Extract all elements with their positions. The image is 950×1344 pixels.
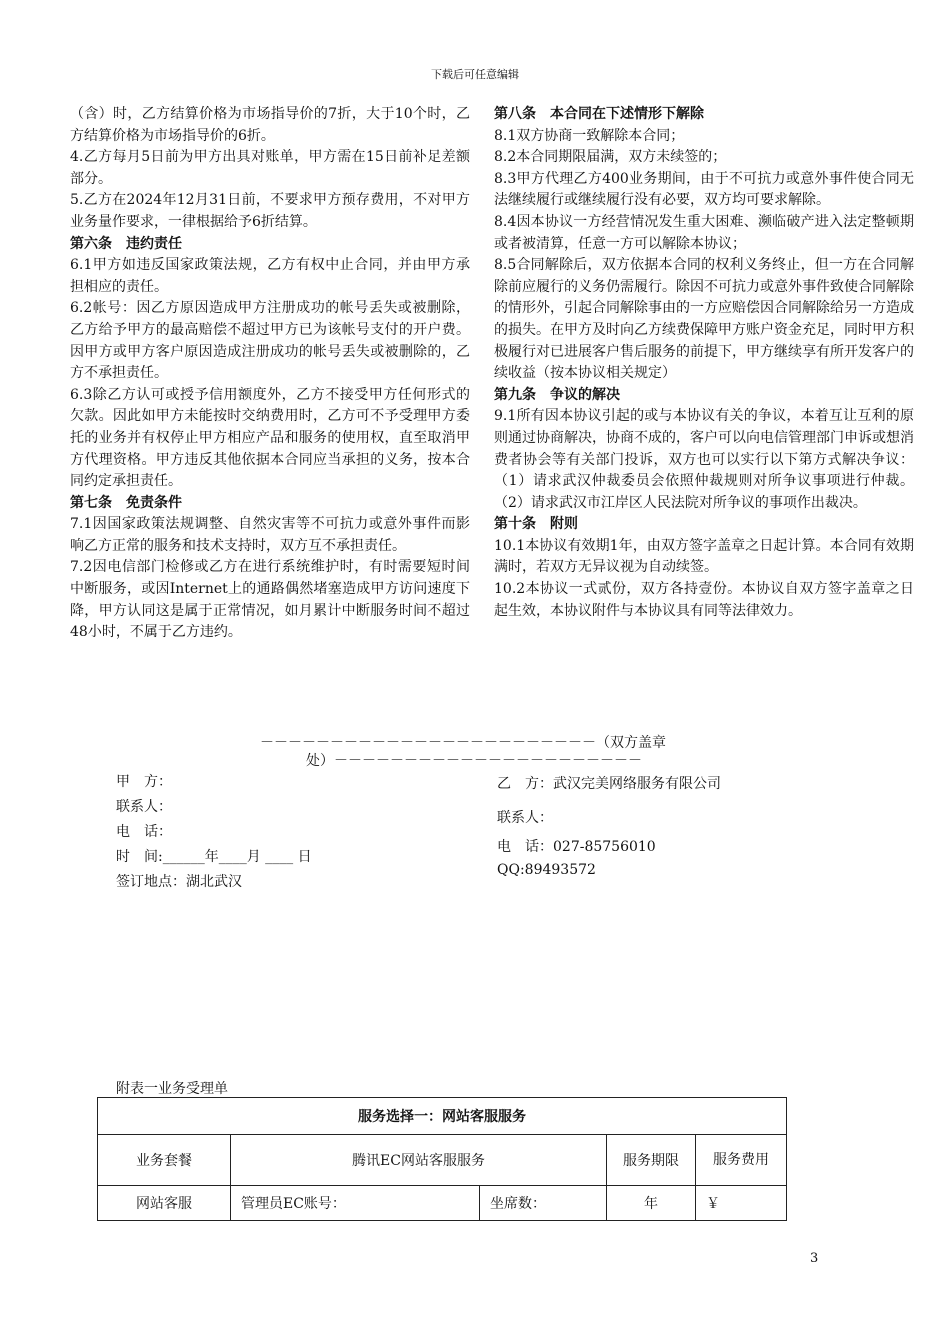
- party-a-contact: 联系人：: [116, 799, 172, 815]
- table-row: [98, 1098, 787, 1135]
- row-year: 年: [607, 1186, 696, 1221]
- party-b-name: 乙 方：武汉完美网络服务有限公司: [497, 776, 721, 792]
- paragraph: 5.乙方在2024年12月31日前，不要求甲方预存费用，不对甲方业务量作要求，一律根据给予6折结算。: [70, 192, 470, 230]
- row-admin-account: 管理员EC账号：: [231, 1186, 480, 1221]
- col-period: 服务期限: [607, 1135, 696, 1186]
- paragraph: 8.1双方协商一致解除本合同；: [494, 127, 685, 144]
- section-heading: 第十条 附则: [494, 516, 578, 533]
- right-column: [494, 104, 914, 622]
- paragraph: （含）时，乙方结算价格为市场指导价的7折，大于10个时，乙方结算价格为市场指导价的6折。: [70, 106, 470, 144]
- paragraph: 9.1所有因本协议引起的或与本协议有关的争议，本着互让互利的原则通过协商解决，协商不成的，客户可以向电信管理部门申诉或想消费者协会等有关部门投诉，双方也可以实行以下第方式解决争议：（1）请求武汉仲裁委员会依照仲裁规则对所争议事项进行仲裁。（2）请求武汉市江岸区人民法院对所争议的事项作出裁决。: [494, 408, 914, 511]
- paragraph: 7.1因国家政策法规调整、自然灾害等不可抗力或意外事件而影响乙方正常的服务和技术支持时，双方互不承担责任。: [70, 516, 470, 554]
- section-heading: 第六条 违约责任: [70, 235, 182, 252]
- row-currency: ￥: [696, 1186, 787, 1221]
- party-a-name: 甲 方：: [116, 774, 172, 790]
- paragraph: 10.1本协议有效期1年，由双方签字盖章之日起计算。本合同有效期满时，若双方无异议视为自动续签。: [494, 537, 914, 576]
- paragraph: 8.4因本协议一方经营情况发生重大困难、濒临破产进入法定整顿期或者被清算，任意一方可以解除本协议；: [494, 213, 914, 252]
- section-heading: 第八条 本合同在下述情形下解除: [494, 106, 704, 122]
- seal-divider-line1: －－－－－－－－－－－－－－－－－－－－－－－－（双方盖章: [260, 735, 666, 751]
- service-table: [97, 1097, 787, 1221]
- paragraph: 6.2帐号：因乙方原因造成甲方注册成功的帐号丢失或被删除，乙方给予甲方的最高赔偿不超过甲方已为该帐号支付的开户费。因甲方或甲方客户原因造成注册成功的帐号丢失或被删除的，乙方不承担责任。: [70, 300, 470, 382]
- party-a-place: 签订地点：湖北武汉: [116, 874, 242, 890]
- page-header: 下载后可任意编辑: [431, 68, 519, 81]
- paragraph: 6.3除乙方认可或授予信用额度外，乙方不接受甲方任何形式的欠款。因此如甲方未能按时交纳费用时，乙方可不予受理甲方委托的业务并有权停止甲方相应产品和服务的使用权，直至取消甲方代理资格。甲方违反其他依据本合同应当承担的义务，按本合同约定承担责任。: [70, 386, 470, 490]
- paragraph: 6.1甲方如违反国家政策法规，乙方有权中止合同，并由甲方承担相应的责任。: [70, 257, 470, 295]
- section-heading: 第七条 免责条件: [70, 494, 182, 511]
- left-column: [70, 104, 470, 644]
- paragraph: 8.2本合同期限届满，双方未续签的；: [494, 149, 727, 166]
- col-service-name: 腾讯EC网站客服服务: [231, 1135, 607, 1186]
- paragraph: 7.2因电信部门检修或乙方在进行系统维护时，有时需要短时间中断服务，或因Internet上的通路偶然堵塞造成甲方访问速度下降，甲方认同这是属于正常情况，如月累计中断服务时间不超过48小时，不属于乙方违约。: [70, 559, 470, 641]
- appendix-title: 附表一业务受理单: [116, 1081, 228, 1097]
- party-a-time: 时 间:______年____月 ____ 日: [116, 849, 312, 865]
- col-fee: 服务费用: [696, 1135, 787, 1186]
- party-b-qq: QQ:89493572: [497, 862, 596, 878]
- paragraph: 8.3甲方代理乙方400业务期间，由于不可抗力或意外事件使合同无法继续履行或继续履行没有必要，双方均可要求解除。: [494, 170, 914, 209]
- row-seats: 坐席数：: [480, 1186, 607, 1221]
- row-name: 网站客服: [98, 1186, 231, 1221]
- seal-divider-line2: 处）－－－－－－－－－－－－－－－－－－－－－－: [306, 753, 642, 769]
- table-row: [98, 1186, 787, 1221]
- seal-divider: [260, 734, 720, 770]
- section-heading: 第九条 争议的解决: [494, 386, 620, 403]
- service-table-title: 服务选择一：网站客服服务: [98, 1098, 787, 1135]
- party-a-phone: 电 话：: [116, 824, 172, 840]
- page-number: 3: [810, 1251, 819, 1266]
- party-b-phone: 电 话：027-85756010: [497, 839, 656, 855]
- paragraph: 10.2本协议一式贰份，双方各持壹份。本协议自双方签字盖章之日起生效，本协议附件与本协议具有同等法律效力。: [494, 581, 914, 619]
- col-package: 业务套餐: [98, 1135, 231, 1186]
- paragraph: 8.5合同解除后，双方依据本合同的权利义务终止，但一方在合同解除前应履行的义务仍需履行。除因不可抗力或意外事件致使合同解除的情形外，引起合同解除事由的一方应赔偿因合同解除给另一方造成的损失。在甲方及时向乙方续费保障甲方账户资金充足，同时甲方积极履行对已进展客户售后服务的前提下，甲方继续享有所开发客户的续收益（按本协议相关规定）: [494, 257, 914, 382]
- table-row: [98, 1135, 787, 1186]
- party-b-contact: 联系人：: [497, 810, 553, 826]
- paragraph: 4.乙方每月5日前为甲方出具对账单，甲方需在15日前补足差额部分。: [70, 149, 470, 187]
